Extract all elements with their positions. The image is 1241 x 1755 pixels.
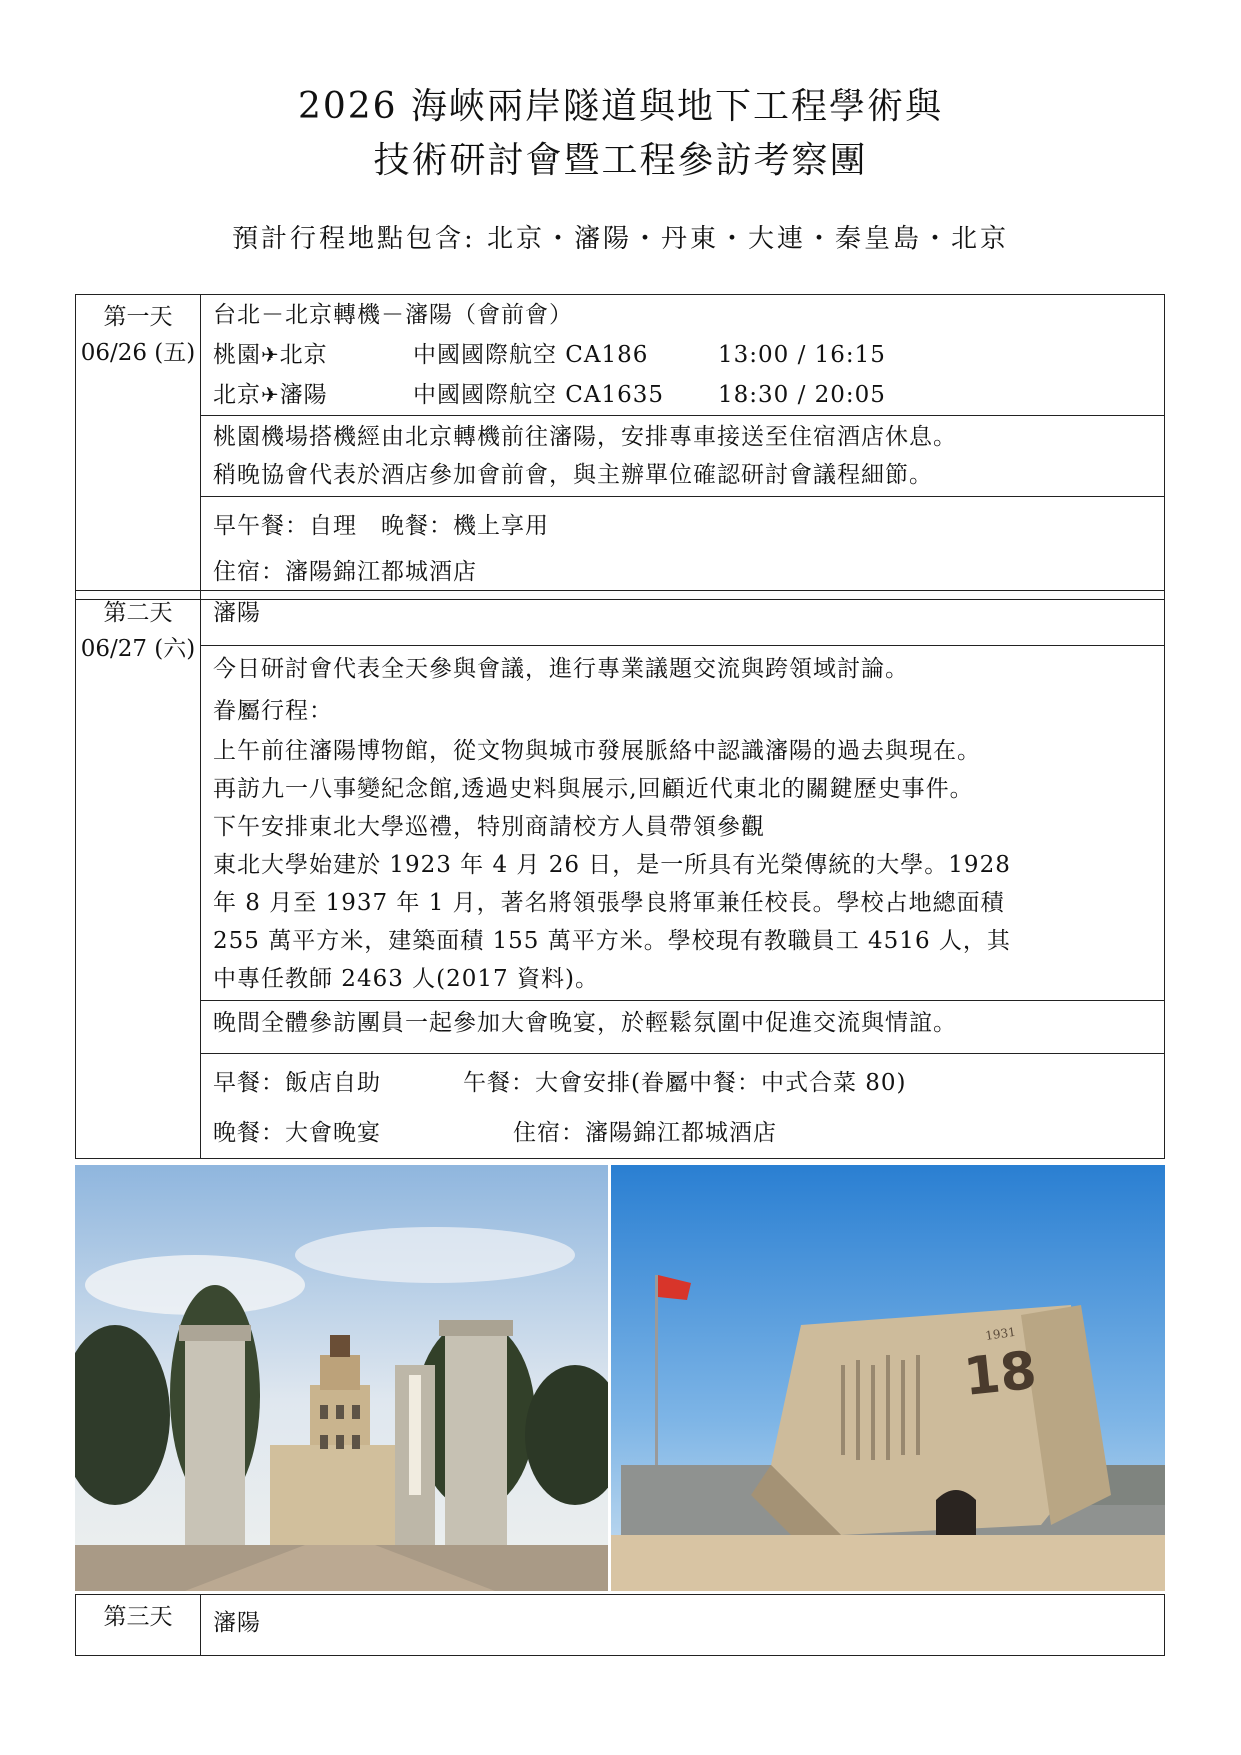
day2-heading: 瀋陽 <box>213 600 261 626</box>
document-title-line1: 2026 海峽兩岸隧道與地下工程學術與 <box>297 86 944 127</box>
day2-date: 06/27 (六) <box>80 636 196 662</box>
day2-hotel: 住宿：瀋陽錦江都城酒店 <box>513 1120 777 1146</box>
day2-line: 再訪九一八事變紀念館,透過史料與展示,回顧近代東北的關鍵歷史事件。 <box>213 776 974 802</box>
day1-heading-cell <box>201 295 1165 416</box>
day2-line: 上午前往瀋陽博物館，從文物與城市發展脈絡中認識瀋陽的過去與現在。 <box>213 738 981 764</box>
day2-evening-cell <box>201 1001 1165 1054</box>
flight-time: 18:30 / 20:05 <box>718 382 886 408</box>
flight-airline: 中國國際航空 CA1635 <box>413 382 665 408</box>
day2-label-cell <box>76 591 201 1159</box>
day1-desc-line1: 桃園機場搭機經由北京轉機前往瀋陽，安排專車接送至住宿酒店休息。 <box>213 424 957 450</box>
day3-label: 第三天 <box>103 1604 173 1630</box>
day3-heading-cell <box>201 1595 1165 1656</box>
day2-line: 今日研討會代表全天參與會議，進行專業議題交流與跨領域討論。 <box>213 656 909 682</box>
flight-row <box>213 335 1154 375</box>
memorial-number-text: 18 <box>961 1340 1040 1408</box>
flight-airline: 中國國際航空 CA186 <box>413 342 649 368</box>
day3-table <box>75 1594 1165 1656</box>
day2-meals-row2 <box>213 1108 1154 1158</box>
day1-meals: 早午餐：自理 晚餐：機上享用 <box>213 513 549 539</box>
day1-label-cell <box>76 295 201 600</box>
day2-label: 第二天 <box>103 600 173 626</box>
day1-date: 06/26 (五) <box>80 340 196 366</box>
day2-evening: 晚間全體參訪團員一起參加大會晚宴，於輕鬆氛圍中促進交流與情誼。 <box>213 1010 957 1036</box>
flight-route <box>213 335 413 375</box>
day2-lunch: 午餐：大會安排(眷屬中餐：中式合菜 80) <box>463 1070 907 1096</box>
day3-label-cell <box>76 1595 201 1656</box>
day2-meals-row1 <box>213 1058 1154 1108</box>
day1-heading: 台北－北京轉機－瀋陽（會前會） <box>213 302 573 328</box>
day1-description-cell <box>201 416 1165 497</box>
day1-hotel: 住宿：瀋陽錦江都城酒店 <box>213 559 477 585</box>
flight-time: 13:00 / 16:15 <box>718 342 886 368</box>
flight-origin: 桃園 <box>213 342 261 368</box>
airplane-icon: ✈ <box>261 343 280 367</box>
photo-strip <box>75 1165 1165 1591</box>
day2-line: 眷屬行程： <box>213 698 333 724</box>
airplane-icon: ✈ <box>261 383 280 407</box>
memorial-year-text: 1931 <box>984 1324 1017 1343</box>
day2-dinner: 晚餐：大會晚宴 <box>213 1120 381 1146</box>
day2-line: 255 萬平方米，建築面積 155 萬平方米。學校現有教職員工 4516 人，其 <box>213 928 1011 954</box>
day2-description-cell <box>201 646 1165 1001</box>
day1-table <box>75 294 1165 600</box>
flight-route <box>213 375 413 415</box>
day2-meals-cell <box>201 1054 1165 1159</box>
flight-origin: 北京 <box>213 382 261 408</box>
day1-meals-cell <box>201 497 1165 600</box>
day2-line: 中專任教師 2463 人(2017 資料)。 <box>213 966 599 992</box>
route-summary: 預計行程地點包含: 北京・瀋陽・丹東・大連・秦皇島・北京 <box>231 224 1010 254</box>
day1-desc-line2: 稍晚協會代表於酒店參加會前會，與主辦單位確認研討會議程細節。 <box>213 462 933 488</box>
day2-line: 東北大學始建於 1923 年 4 月 26 日，是一所具有光榮傳統的大學。1928 <box>213 852 1011 878</box>
flight-destination: 北京 <box>279 342 328 368</box>
day2-line: 下午安排東北大學巡禮，特別商請校方人員帶領參觀 <box>213 814 765 840</box>
university-gate-photo <box>75 1165 608 1591</box>
document-title-line2: 技術研討會暨工程參訪考察團 <box>373 140 868 181</box>
day3-heading: 瀋陽 <box>213 1610 261 1636</box>
flight-destination: 瀋陽 <box>279 382 328 408</box>
memorial-museum-photo <box>611 1165 1165 1591</box>
day1-label: 第一天 <box>103 304 173 330</box>
day2-table <box>75 590 1165 1159</box>
flight-row <box>213 375 1154 415</box>
day2-breakfast: 早餐：飯店自助 <box>213 1070 381 1096</box>
day2-line: 年 8 月至 1937 年 1 月，著名將領張學良將軍兼任校長。學校占地總面積 <box>213 890 1005 916</box>
day2-heading-cell <box>201 591 1165 646</box>
